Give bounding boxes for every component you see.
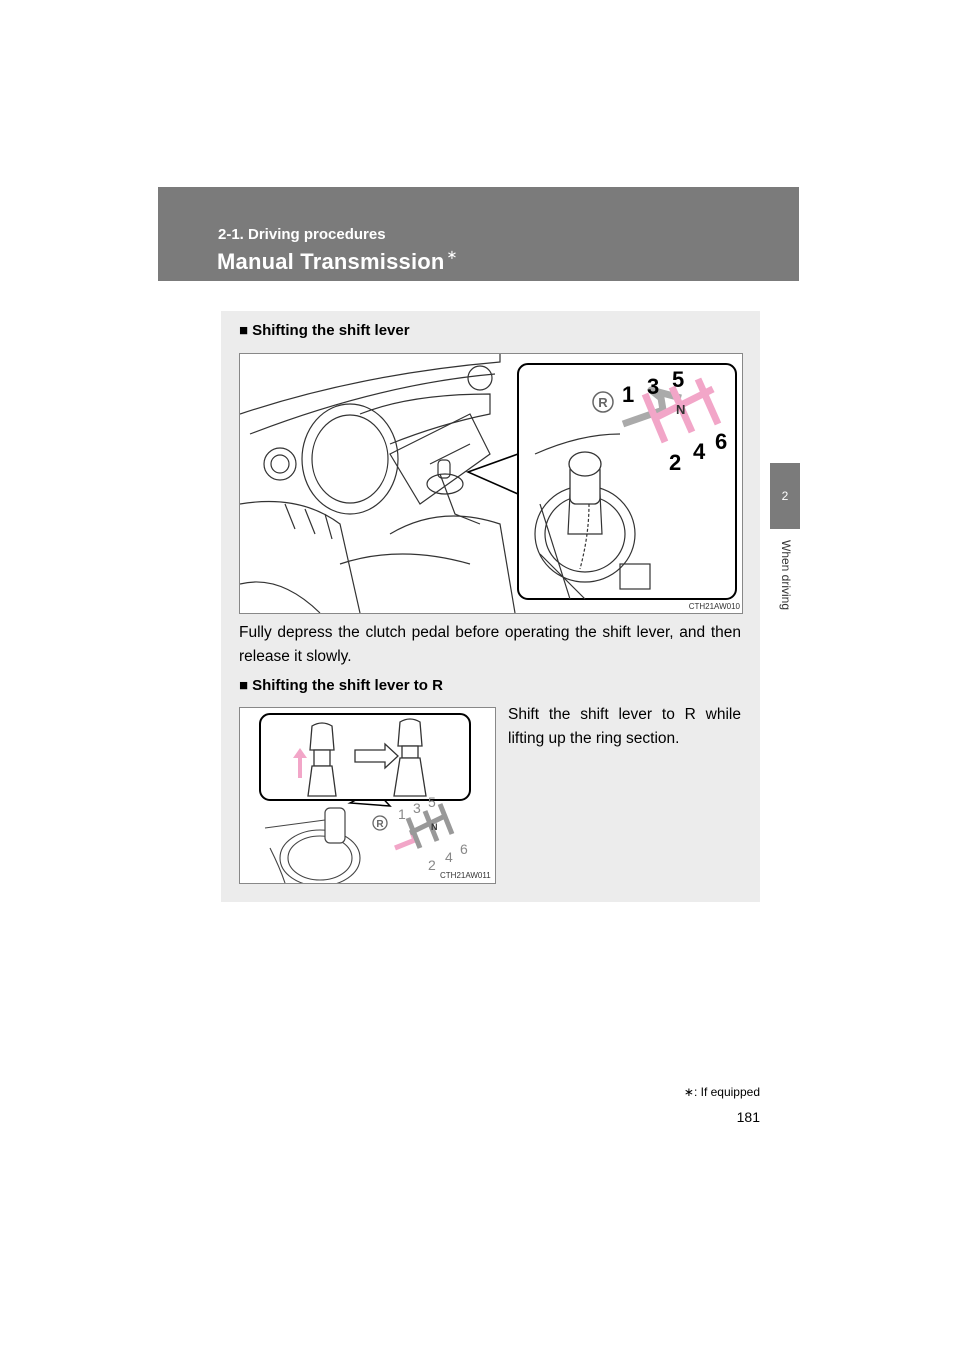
figure-shift-to-r-illustration xyxy=(240,708,495,883)
console-illustration xyxy=(265,818,360,883)
figure-shift-lever xyxy=(239,353,743,614)
figure-shift-lever-illustration xyxy=(240,354,742,613)
heading-shift-to-r-text: Shifting the shift lever to R xyxy=(252,677,443,694)
gear-2-label: 2 xyxy=(669,450,682,475)
chapter-tab-number: 2 xyxy=(770,463,800,529)
paragraph-clutch: Fully depress the clutch pedal before operating the shift lever, and then release it slowly. xyxy=(239,624,741,665)
square-bullet-icon: ■ xyxy=(239,677,249,694)
page-title-text: Manual Transmission xyxy=(217,249,445,274)
figure-code: CTH21AW010 xyxy=(688,602,740,611)
gear-3-label: 3 xyxy=(647,374,660,399)
title-footnote-mark: ∗ xyxy=(446,247,458,262)
gear-1-label-small: 1 xyxy=(398,806,406,822)
knob-small-illustration xyxy=(325,808,345,843)
dashboard-illustration xyxy=(240,354,515,613)
gear-5-label: 5 xyxy=(672,367,685,392)
paragraph-shift-to-r: Shift the shift lever to R while lifting up the ring section. xyxy=(508,706,741,747)
gear-6-label-small: 6 xyxy=(460,841,468,857)
chapter-tab-label: When driving xyxy=(779,540,793,611)
gear-1-label: 1 xyxy=(622,382,635,407)
square-bullet-icon: ■ xyxy=(239,322,249,339)
gear-3-label-small: 3 xyxy=(413,800,421,816)
footnote: ∗: If equipped xyxy=(683,1085,760,1099)
reverse-label-small: R xyxy=(376,819,384,830)
page-title xyxy=(217,249,458,275)
gear-4-label: 4 xyxy=(693,439,706,464)
gear-5-label-small: 5 xyxy=(428,794,436,810)
heading-shifting-text: Shifting the shift lever xyxy=(252,322,410,339)
section-label: 2-1. Driving procedures xyxy=(218,226,386,243)
heading-shift-to-r xyxy=(239,677,443,694)
figure-code: CTH21AW011 xyxy=(440,871,491,880)
heading-shifting xyxy=(239,322,410,339)
gear-2-label-small: 2 xyxy=(428,857,436,873)
gear-6-label: 6 xyxy=(715,429,728,454)
reverse-label: R xyxy=(598,395,608,410)
shift-knob-illustration xyxy=(569,452,601,504)
gear-4-label-small: 4 xyxy=(445,849,453,865)
callout-pointer xyxy=(468,454,518,494)
figure-shift-to-r xyxy=(239,707,496,884)
neutral-label-small: N xyxy=(431,822,438,832)
page-number: 181 xyxy=(736,1109,760,1125)
neutral-label: N xyxy=(676,402,686,417)
